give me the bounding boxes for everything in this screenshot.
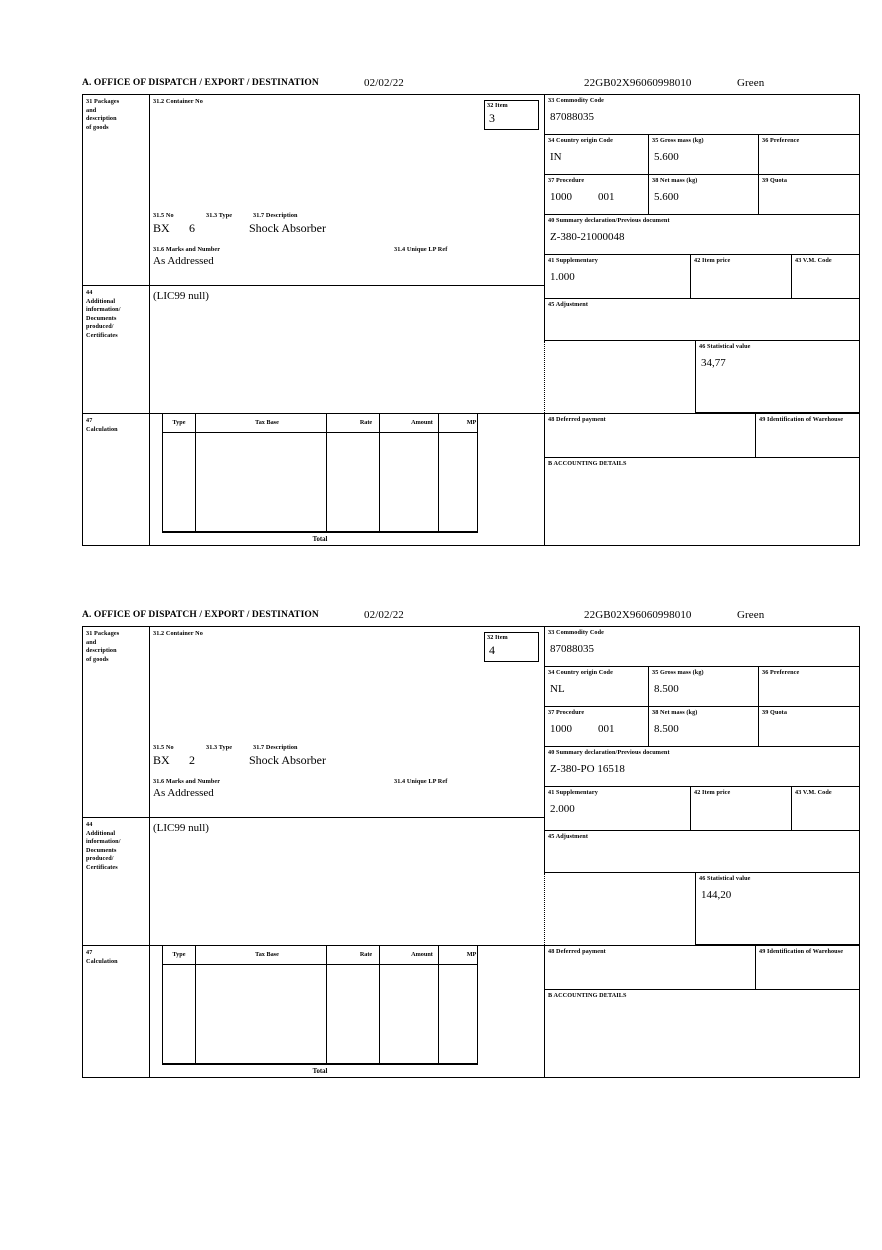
packages-no-label-2: 31.5 No <box>153 744 174 751</box>
packages-type-value: 6 <box>189 221 195 235</box>
packages-no-value: BX <box>153 221 170 235</box>
gross-mass-label-2: 35 Gross mass (kg) <box>652 669 704 676</box>
box-44-line6: Certificates <box>86 331 118 339</box>
box-44-content <box>149 285 544 413</box>
calc-divider-2-2 <box>326 946 327 1064</box>
country-origin-label-2: 34 Country origin Code <box>548 669 613 676</box>
packages-description-value: Shock Absorber <box>249 221 326 235</box>
item-number-value-2: 4 <box>489 643 495 657</box>
calc-divider-1-2 <box>195 946 196 1064</box>
declaration-body-1 <box>82 94 860 546</box>
statistical-value-value-2: 144,20 <box>701 888 732 901</box>
box-47-label <box>83 413 149 546</box>
box-31-line3: description <box>86 115 117 122</box>
box-41-supplementary-2 <box>544 787 690 831</box>
office-of-dispatch-label-2: A. OFFICE OF DISPATCH / EXPORT / DESTINATION <box>82 610 319 620</box>
sheet-header-2 <box>82 610 860 626</box>
vm-code-label-2: 43 V.M. Code <box>795 789 832 796</box>
calc-col-amount-2: Amount <box>411 951 433 958</box>
box-44-label-2 <box>83 817 149 945</box>
calc-col-mp: MP <box>466 419 477 426</box>
calc-divider-3-2 <box>379 946 380 1064</box>
packages-type-label-2: 31.3 Type <box>206 744 233 751</box>
box-44-label <box>83 285 149 413</box>
declaration-body-2 <box>82 626 860 1078</box>
statistical-value-dotted-divider <box>544 341 545 413</box>
statistical-value-label: 46 Statistical value <box>699 343 751 350</box>
box-31-line1-2: 31 Packages <box>86 630 120 637</box>
net-mass-value-2: 8.500 <box>654 722 679 735</box>
box-34-country-origin <box>544 135 648 175</box>
box-45-adjustment-2 <box>544 831 860 873</box>
accounting-details-label: B ACCOUNTING DETAILS <box>548 460 627 467</box>
calc-divider-2 <box>326 414 327 532</box>
preference-label: 36 Preference <box>762 137 800 144</box>
procedure-label: 37 Procedure <box>548 177 585 184</box>
preference-label-2: 36 Preference <box>762 669 800 676</box>
box-44-line4: Documents <box>86 314 117 322</box>
box-44-content-2 <box>149 817 544 945</box>
accounting-details-label-2: B ACCOUNTING DETAILS <box>548 992 627 999</box>
box-38-net-mass <box>648 175 758 215</box>
calc-divider-1 <box>195 414 196 532</box>
box-47-line2: Calculation <box>86 425 118 433</box>
box-31-line4: of goods <box>86 123 109 131</box>
box-40-previous-document-2 <box>544 747 860 787</box>
unique-lp-ref-label: 31.4 Unique LP Ref <box>394 246 448 253</box>
declaration-date: 02/02/22 <box>364 77 404 89</box>
box-31-label-2 <box>83 627 149 817</box>
country-origin-value: IN <box>550 150 562 163</box>
box-37-procedure <box>544 175 648 215</box>
box-39-quota <box>758 175 860 215</box>
box-44-line1: 44 <box>86 289 93 296</box>
deferred-payment-label-2: 48 Deferred payment <box>548 948 606 955</box>
marks-and-number-label: 31.6 Marks and Number <box>153 246 221 253</box>
statistical-value-label-2: 46 Statistical value <box>699 875 751 882</box>
previous-document-value: Z-380-21000048 <box>550 230 625 243</box>
calc-col-rate-2: Rate <box>359 951 373 958</box>
quota-label-2: 39 Quota <box>762 709 788 716</box>
box-32-item <box>484 100 539 130</box>
procedure-label-2: 37 Procedure <box>548 709 585 716</box>
box-31-line3-2: description <box>86 647 117 654</box>
adjustment-label: 45 Adjustment <box>548 301 588 308</box>
box-43-vm-code-2 <box>791 787 860 831</box>
packages-type-value-2: 2 <box>189 753 195 767</box>
box-47-line1: 47 <box>86 417 93 424</box>
previous-document-label: 40 Summary declaration/Previous document <box>548 217 670 224</box>
calc-col-rate: Rate <box>359 419 373 426</box>
box-49-warehouse <box>755 413 860 458</box>
declaration-sheet-2 <box>82 609 860 1075</box>
packages-no-label: 31.5 No <box>153 212 174 219</box>
supplementary-value-2: 2.000 <box>550 802 575 815</box>
box-34-country-origin-2 <box>544 667 648 707</box>
packages-description-label: 31.7 Description <box>253 212 298 219</box>
commodity-code-label-2: 33 Commodity Code <box>548 629 605 636</box>
previous-document-label-2: 40 Summary declaration/Previous document <box>548 749 670 756</box>
box-44-line6-2: Certificates <box>86 863 118 871</box>
item-number-label: 32 Item <box>487 102 508 109</box>
box-41-supplementary <box>544 255 690 299</box>
net-mass-value: 5.600 <box>654 190 679 203</box>
net-mass-label-2: 38 Net mass (kg) <box>652 709 698 716</box>
calc-col-amount: Amount <box>411 419 433 426</box>
box-44-line5-2: produced/ <box>86 855 114 862</box>
box-48-deferred-payment <box>544 413 755 458</box>
procedure-additional-value-2: 001 <box>598 722 615 735</box>
marks-and-number-value-2: As Addressed <box>153 787 214 799</box>
box-44-line2-2: Additional <box>86 829 116 837</box>
box-35-gross-mass <box>648 135 758 175</box>
packages-no-value-2: BX <box>153 753 170 767</box>
box-31-label <box>83 95 149 285</box>
previous-document-value-2: Z-380-PO 16518 <box>550 762 625 775</box>
box-46-statistical-value-2 <box>695 873 860 945</box>
packages-type-label: 31.3 Type <box>206 212 233 219</box>
supplementary-label: 41 Supplementary <box>548 257 598 264</box>
route-lane-status-2: Green <box>737 609 765 621</box>
statistical-value-value: 34,77 <box>701 356 726 369</box>
box-47-calculation-table-2 <box>149 945 544 1078</box>
sheet-header-1 <box>82 78 860 94</box>
calc-divider-4-2 <box>438 946 439 1064</box>
calc-col-type: Type <box>172 419 186 426</box>
unique-lp-ref-label-2: 31.4 Unique LP Ref <box>394 778 448 785</box>
box-38-net-mass-2 <box>648 707 758 747</box>
commodity-code-value: 87088035 <box>550 110 594 123</box>
box-31-line2-2: and <box>86 638 97 646</box>
box-47-calculation-table <box>149 413 544 546</box>
calc-col-type-2: Type <box>172 951 186 958</box>
net-mass-label: 38 Net mass (kg) <box>652 177 698 184</box>
country-origin-value-2: NL <box>550 682 565 695</box>
adjustment-label-2: 45 Adjustment <box>548 833 588 840</box>
box-48-deferred-payment-2 <box>544 945 755 990</box>
box-42-item-price-2 <box>690 787 791 831</box>
additional-information-value-2: (LIC99 null) <box>153 822 209 834</box>
gross-mass-value: 5.600 <box>654 150 679 163</box>
procedure-additional-value: 001 <box>598 190 615 203</box>
box-33-commodity-code-2 <box>544 627 860 667</box>
procedure-code-value-2: 1000 <box>550 722 572 735</box>
country-origin-label: 34 Country origin Code <box>548 137 613 144</box>
gross-mass-label: 35 Gross mass (kg) <box>652 137 704 144</box>
box-49-warehouse-2 <box>755 945 860 990</box>
marks-and-number-value: As Addressed <box>153 255 214 267</box>
box-39-quota-2 <box>758 707 860 747</box>
calc-col-taxbase: Tax Base <box>255 419 279 426</box>
box-44-line4-2: Documents <box>86 846 117 854</box>
box-31-line4-2: of goods <box>86 655 109 663</box>
packages-description-label-2: 31.7 Description <box>253 744 298 751</box>
box-44-line3-2: information/ <box>86 838 121 845</box>
box-42-item-price <box>690 255 791 299</box>
box-44-line1-2: 44 <box>86 821 93 828</box>
commodity-code-label: 33 Commodity Code <box>548 97 605 104</box>
item-price-label-2: 42 Item price <box>694 789 731 796</box>
declaration-sheet-1 <box>82 77 860 543</box>
box-b-accounting-details-2 <box>544 990 860 1078</box>
declaration-date-2: 02/02/22 <box>364 609 404 621</box>
box-47-line2-2: Calculation <box>86 957 118 965</box>
box-31-line2: and <box>86 106 97 114</box>
box-35-gross-mass-2 <box>648 667 758 707</box>
calc-divider-3 <box>379 414 380 532</box>
box-32-item-2 <box>484 632 539 662</box>
vm-code-label: 43 V.M. Code <box>795 257 832 264</box>
route-lane-status: Green <box>737 77 765 89</box>
calc-total-label-2: Total <box>312 1068 328 1075</box>
procedure-code-value: 1000 <box>550 190 572 203</box>
deferred-payment-label: 48 Deferred payment <box>548 416 606 423</box>
box-33-commodity-code <box>544 95 860 135</box>
calc-col-taxbase-2: Tax Base <box>255 951 279 958</box>
calc-total-label: Total <box>312 536 328 543</box>
packages-description-value-2: Shock Absorber <box>249 753 326 767</box>
container-no-label: 31.2 Container No <box>153 98 203 105</box>
box-b-accounting-details <box>544 458 860 546</box>
box-36-preference-2 <box>758 667 860 707</box>
quota-label: 39 Quota <box>762 177 788 184</box>
box-47-line1-2: 47 <box>86 949 93 956</box>
office-of-dispatch-label: A. OFFICE OF DISPATCH / EXPORT / DESTINATION <box>82 78 319 88</box>
warehouse-label: 49 Identification of Warehouse <box>759 416 844 423</box>
movement-reference-number: 22GB02X96060998010 <box>584 77 692 89</box>
box-40-previous-document <box>544 215 860 255</box>
warehouse-label-2: 49 Identification of Warehouse <box>759 948 844 955</box>
supplementary-label-2: 41 Supplementary <box>548 789 598 796</box>
commodity-code-value-2: 87088035 <box>550 642 594 655</box>
calc-divider-4 <box>438 414 439 532</box>
box-45-adjustment <box>544 299 860 341</box>
box-44-line3: information/ <box>86 306 121 313</box>
box-46-statistical-value <box>695 341 860 413</box>
box-31-line1: 31 Packages <box>86 98 120 105</box>
box-47-label-2 <box>83 945 149 1078</box>
box-44-line2: Additional <box>86 297 116 305</box>
marks-and-number-label-2: 31.6 Marks and Number <box>153 778 221 785</box>
statistical-value-dotted-divider-2 <box>544 873 545 945</box>
supplementary-value: 1.000 <box>550 270 575 283</box>
box-44-line5: produced/ <box>86 323 114 330</box>
box-37-procedure-2 <box>544 707 648 747</box>
container-no-label-2: 31.2 Container No <box>153 630 203 637</box>
box-36-preference <box>758 135 860 175</box>
movement-reference-number-2: 22GB02X96060998010 <box>584 609 692 621</box>
box-43-vm-code <box>791 255 860 299</box>
gross-mass-value-2: 8.500 <box>654 682 679 695</box>
item-number-value: 3 <box>489 111 495 125</box>
calc-col-mp-2: MP <box>466 951 477 958</box>
item-number-label-2: 32 Item <box>487 634 508 641</box>
additional-information-value: (LIC99 null) <box>153 290 209 302</box>
item-price-label: 42 Item price <box>694 257 731 264</box>
